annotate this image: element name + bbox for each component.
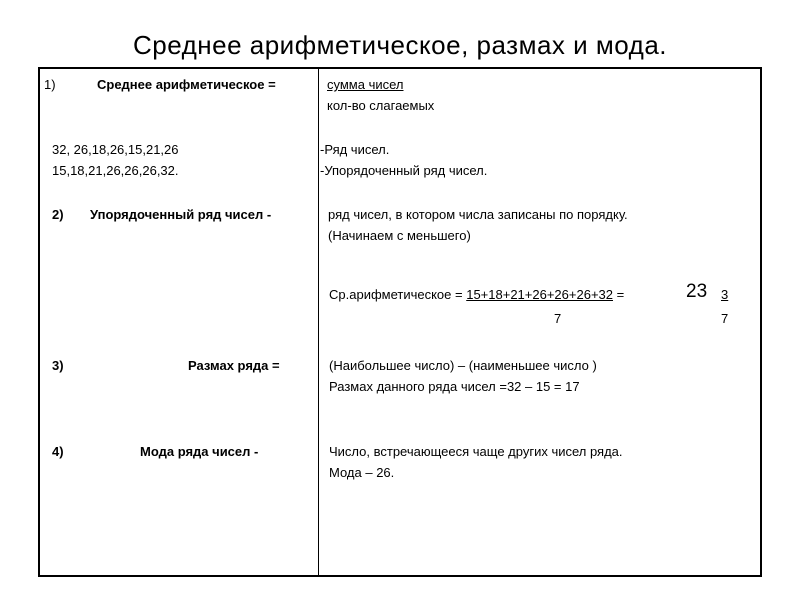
fraction-numerator: сумма чисел xyxy=(327,77,404,92)
mean-prefix: Ср.арифметическое = xyxy=(329,287,467,302)
item3-number: 3) xyxy=(52,358,64,373)
mean-formula xyxy=(329,287,624,302)
numbers-line-2: 15,18,21,26,26,26,32. xyxy=(52,163,179,178)
fraction-denominator: кол-во слагаемых xyxy=(327,98,435,113)
ordered-series-note: (Начинаем с меньшего) xyxy=(328,228,471,243)
column-divider xyxy=(318,69,319,575)
range-result: Размах данного ряда чисел =32 – 15 = 17 xyxy=(329,379,580,394)
item4-label: Мода ряда чисел - xyxy=(140,444,259,459)
series-definition: -Ряд чисел. xyxy=(320,142,390,157)
mean-divisor: 7 xyxy=(554,311,562,326)
mean-equals: = xyxy=(613,287,625,302)
item3-label: Размах ряда = xyxy=(188,358,280,373)
mean-fraction-denominator: 7 xyxy=(721,311,729,326)
item4-number: 4) xyxy=(52,444,64,459)
item1-number: 1) xyxy=(44,77,56,92)
ordered-series-definition: -Упорядоченный ряд чисел. xyxy=(320,163,488,178)
item1-label: Среднее арифметическое = xyxy=(97,77,276,92)
page-title: Среднее арифметическое, размах и мода. xyxy=(132,30,668,60)
mean-sum: 15+18+21+26+26+26+32 xyxy=(466,287,613,302)
ordered-series-description: ряд чисел, в котором числа записаны по порядку. xyxy=(328,207,628,222)
range-formula: (Наибольшее число) – (наименьшее число ) xyxy=(329,358,597,373)
item2-number: 2) xyxy=(52,207,64,222)
mean-whole-part: 23 xyxy=(686,281,708,302)
mode-result: Мода – 26. xyxy=(329,465,395,480)
mode-definition: Число, встречающееся чаще других чисел ряда. xyxy=(329,444,623,459)
item2-label: Упорядоченный ряд чисел - xyxy=(90,207,272,222)
numbers-line-1: 32, 26,18,26,15,21,26 xyxy=(52,142,179,157)
mean-fraction-numerator: 3 xyxy=(721,287,729,302)
content-table xyxy=(38,67,762,577)
